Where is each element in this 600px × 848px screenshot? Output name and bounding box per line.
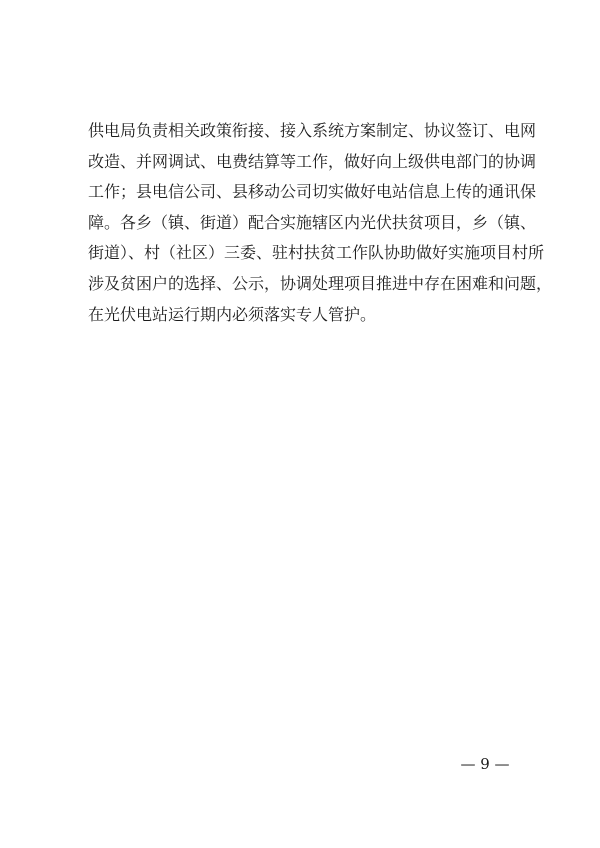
paragraph-line: 工作；县电信公司、县移动公司切实做好电站信息上传的通讯保 bbox=[88, 182, 537, 202]
paragraph-line: 改造、并网调试、电费结算等工作，做好向上级供电部门的协调 bbox=[88, 151, 537, 171]
paragraph-line: 街道）、村（社区）三委、驻村扶贫工作队协助做好实施项目村所 bbox=[88, 243, 545, 263]
paragraph-line: 在光伏电站运行期内必须落实专人管护。 bbox=[88, 304, 377, 324]
page-number: — 9 — bbox=[460, 755, 510, 773]
paragraph-line: 供电局负责相关政策衔接、接入系统方案制定、协议签订、电网 bbox=[88, 121, 537, 140]
paragraph-line: 障。各乡（镇、街道）配合实施辖区内光伏扶贫项目，乡（镇、 bbox=[88, 212, 537, 232]
paragraph-line: 涉及贫困户的选择、公示，协调处理项目推进中存在困难和问题， bbox=[88, 273, 553, 293]
body-paragraph bbox=[88, 116, 553, 330]
